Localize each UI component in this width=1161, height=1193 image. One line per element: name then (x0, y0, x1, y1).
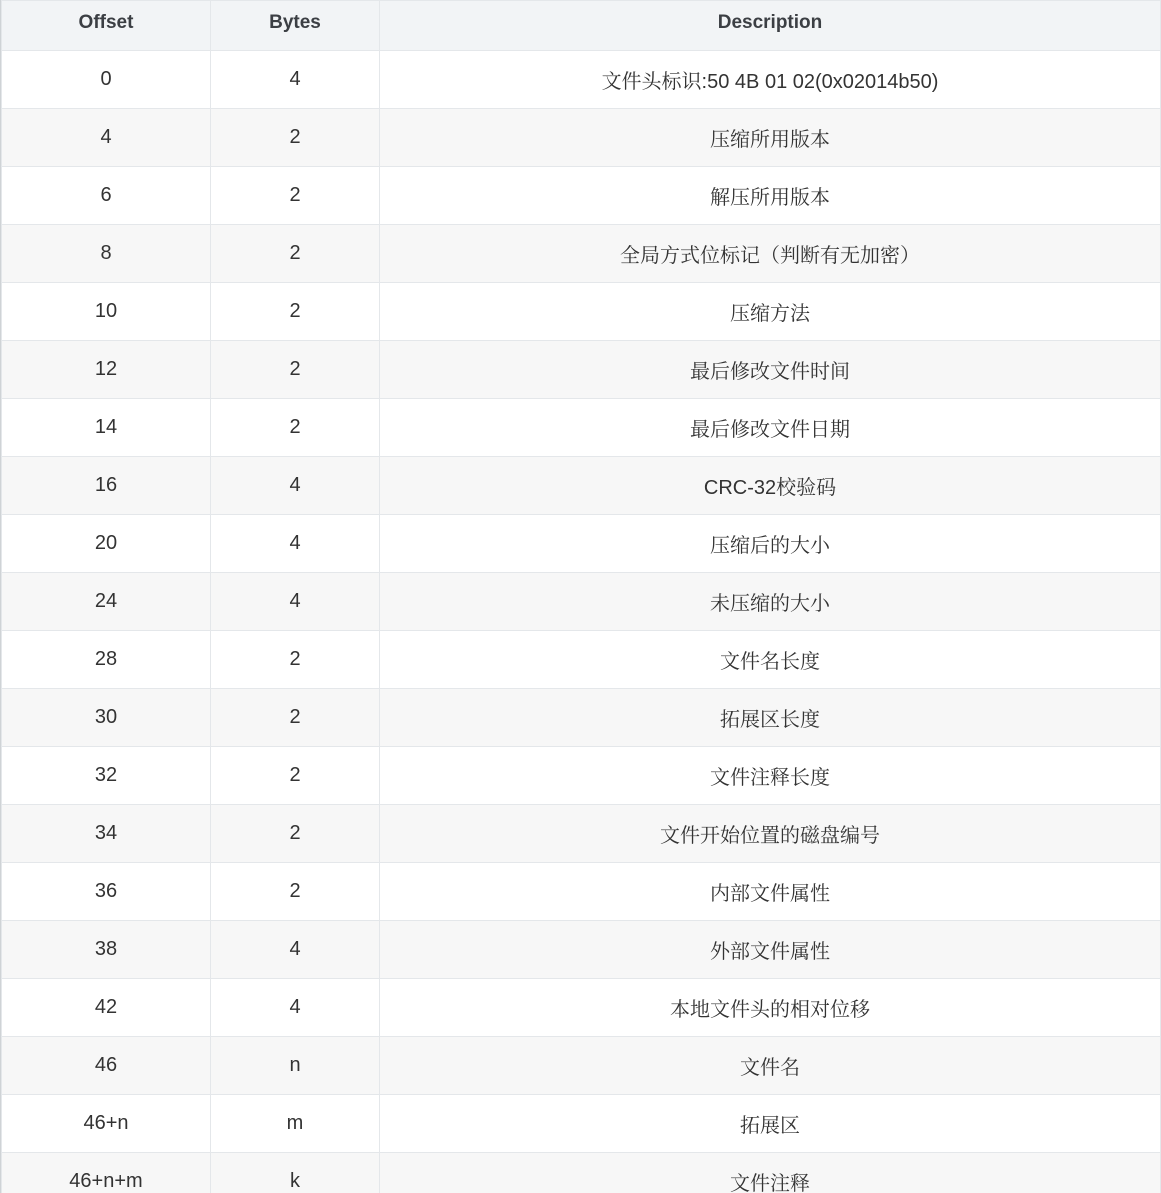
data-table (1, 0, 1161, 1193)
table-row (2, 341, 1161, 399)
cell-description: 拓展区 (380, 1095, 1161, 1153)
cell-bytes: m (211, 1095, 380, 1153)
cell-offset: 34 (2, 805, 211, 863)
table-row (2, 515, 1161, 573)
cell-description: 文件注释 (380, 1153, 1161, 1193)
table-row (2, 1095, 1161, 1153)
cell-offset: 6 (2, 167, 211, 225)
cell-offset: 30 (2, 689, 211, 747)
table-row (2, 457, 1161, 515)
cell-description: 最后修改文件时间 (380, 341, 1161, 399)
cell-bytes: 2 (211, 225, 380, 283)
cell-description: 本地文件头的相对位移 (380, 979, 1161, 1037)
header-description: Description (380, 1, 1161, 51)
cell-description: CRC-32校验码 (380, 457, 1161, 515)
cell-description: 文件头标识:50 4B 01 02(0x02014b50) (380, 51, 1161, 109)
header-row (2, 1, 1161, 51)
table-row (2, 863, 1161, 921)
cell-offset: 46 (2, 1037, 211, 1095)
table-row (2, 573, 1161, 631)
cell-bytes: 4 (211, 515, 380, 573)
cell-description: 外部文件属性 (380, 921, 1161, 979)
cell-bytes: 2 (211, 167, 380, 225)
table-row (2, 921, 1161, 979)
table-row (2, 805, 1161, 863)
cell-offset: 4 (2, 109, 211, 167)
table-row (2, 747, 1161, 805)
cell-description: 文件名 (380, 1037, 1161, 1095)
cell-description: 压缩所用版本 (380, 109, 1161, 167)
cell-bytes: 2 (211, 689, 380, 747)
table-header (2, 1, 1161, 51)
cell-bytes: 2 (211, 631, 380, 689)
cell-bytes: n (211, 1037, 380, 1095)
cell-offset: 12 (2, 341, 211, 399)
cell-bytes: 2 (211, 341, 380, 399)
cell-description: 文件名长度 (380, 631, 1161, 689)
cell-bytes: 4 (211, 51, 380, 109)
header-bytes: Bytes (211, 1, 380, 51)
cell-offset: 32 (2, 747, 211, 805)
cell-bytes: 2 (211, 747, 380, 805)
cell-bytes: 4 (211, 921, 380, 979)
cell-bytes: 2 (211, 805, 380, 863)
cell-bytes: 4 (211, 573, 380, 631)
cell-offset: 0 (2, 51, 211, 109)
table-row (2, 283, 1161, 341)
cell-bytes: 2 (211, 109, 380, 167)
cell-bytes: 2 (211, 399, 380, 457)
cell-offset: 20 (2, 515, 211, 573)
cell-description: 文件开始位置的磁盘编号 (380, 805, 1161, 863)
cell-description: 未压缩的大小 (380, 573, 1161, 631)
cell-offset: 42 (2, 979, 211, 1037)
table-row (2, 979, 1161, 1037)
cell-offset: 36 (2, 863, 211, 921)
cell-bytes: 2 (211, 863, 380, 921)
cell-offset: 38 (2, 921, 211, 979)
table-row (2, 1037, 1161, 1095)
cell-offset: 14 (2, 399, 211, 457)
cell-offset: 24 (2, 573, 211, 631)
cell-offset: 28 (2, 631, 211, 689)
cell-offset: 16 (2, 457, 211, 515)
table-row (2, 689, 1161, 747)
header-offset: Offset (2, 1, 211, 51)
table-row (2, 1153, 1161, 1193)
cell-bytes: 4 (211, 979, 380, 1037)
table-row (2, 631, 1161, 689)
cell-offset: 10 (2, 283, 211, 341)
cell-description: 压缩方法 (380, 283, 1161, 341)
cell-bytes: 4 (211, 457, 380, 515)
table-row (2, 109, 1161, 167)
cell-description: 内部文件属性 (380, 863, 1161, 921)
cell-offset: 46+n (2, 1095, 211, 1153)
table-row (2, 225, 1161, 283)
cell-description: 全局方式位标记（判断有无加密） (380, 225, 1161, 283)
table-body (2, 51, 1161, 1193)
table-row (2, 167, 1161, 225)
cell-bytes: 2 (211, 283, 380, 341)
cell-bytes: k (211, 1153, 380, 1193)
cell-description: 文件注释长度 (380, 747, 1161, 805)
cell-description: 压缩后的大小 (380, 515, 1161, 573)
table-row (2, 399, 1161, 457)
cell-offset: 46+n+m (2, 1153, 211, 1193)
cell-description: 解压所用版本 (380, 167, 1161, 225)
cell-description: 最后修改文件日期 (380, 399, 1161, 457)
cell-offset: 8 (2, 225, 211, 283)
cell-description: 拓展区长度 (380, 689, 1161, 747)
table-row (2, 51, 1161, 109)
